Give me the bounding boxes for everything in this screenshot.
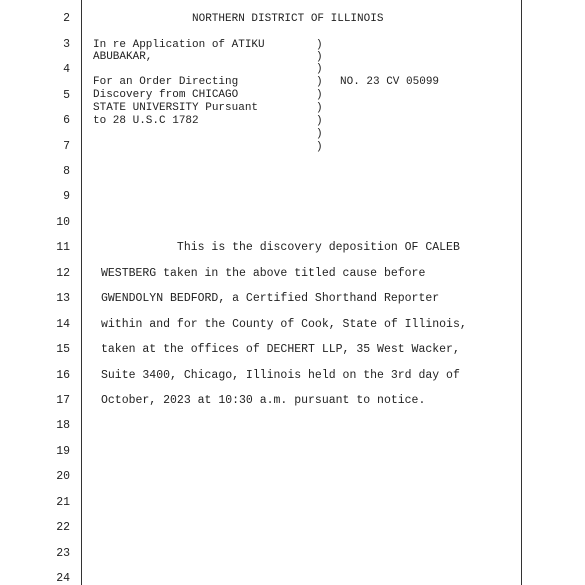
line-number: 13 — [56, 292, 70, 305]
right-margin-rule — [521, 0, 522, 585]
case-number: NO. 23 CV 05099 — [340, 76, 440, 88]
line-number: 16 — [56, 369, 70, 382]
line-number: 17 — [56, 394, 70, 407]
body-line: within and for the County of Cook, State of Illinois, — [101, 318, 467, 331]
line-number: 3 — [63, 38, 70, 51]
caption-paren: ) — [316, 63, 323, 75]
caption-paren: ) — [316, 39, 323, 51]
line-number: 5 — [63, 89, 70, 102]
line-number: 4 — [63, 63, 70, 76]
line-number: 14 — [56, 318, 70, 331]
line-number: 10 — [56, 216, 70, 229]
line-number: 6 — [63, 114, 70, 127]
body-line: Suite 3400, Chicago, Illinois held on the 3rd day of — [101, 369, 460, 382]
line-number: 24 — [56, 572, 70, 585]
caption-paren: ) — [316, 115, 323, 127]
line-number: 23 — [56, 547, 70, 560]
body-line: WESTBERG taken in the above titled cause before — [101, 267, 426, 280]
caption-line: In re Application of ATIKU — [93, 39, 265, 51]
body-line: This is the discovery deposition OF CALEB — [101, 241, 460, 254]
caption-line: Discovery from CHICAGO — [93, 89, 239, 101]
court-heading: NORTHERN DISTRICT OF ILLINOIS — [192, 13, 384, 25]
caption-paren: ) — [316, 141, 323, 153]
line-number: 22 — [56, 521, 70, 534]
line-number: 7 — [63, 140, 70, 153]
line-number: 11 — [56, 241, 70, 254]
line-number: 18 — [56, 419, 70, 432]
line-number: 19 — [56, 445, 70, 458]
body-line: October, 2023 at 10:30 a.m. pursuant to notice. — [101, 394, 426, 407]
caption-paren: ) — [316, 51, 323, 63]
caption-line: For an Order Directing — [93, 76, 239, 88]
caption-line: STATE UNIVERSITY Pursuant — [93, 102, 259, 114]
line-number: 9 — [63, 190, 70, 203]
caption-line: to 28 U.S.C 1782 — [93, 115, 199, 127]
caption-paren: ) — [316, 102, 323, 114]
line-number: 8 — [63, 165, 70, 178]
caption-line: ABUBAKAR, — [93, 51, 153, 63]
line-number: 20 — [56, 470, 70, 483]
line-number: 12 — [56, 267, 70, 280]
body-line: GWENDOLYN BEDFORD, a Certified Shorthand Reporter — [101, 292, 440, 305]
caption-paren: ) — [316, 128, 323, 140]
caption-paren: ) — [316, 89, 323, 101]
body-line: taken at the offices of DECHERT LLP, 35 West Wacker, — [101, 343, 460, 356]
left-margin-rule — [81, 0, 82, 585]
line-number: 15 — [56, 343, 70, 356]
line-number: 21 — [56, 496, 70, 509]
line-number: 2 — [63, 12, 70, 25]
caption-paren: ) — [316, 76, 323, 88]
